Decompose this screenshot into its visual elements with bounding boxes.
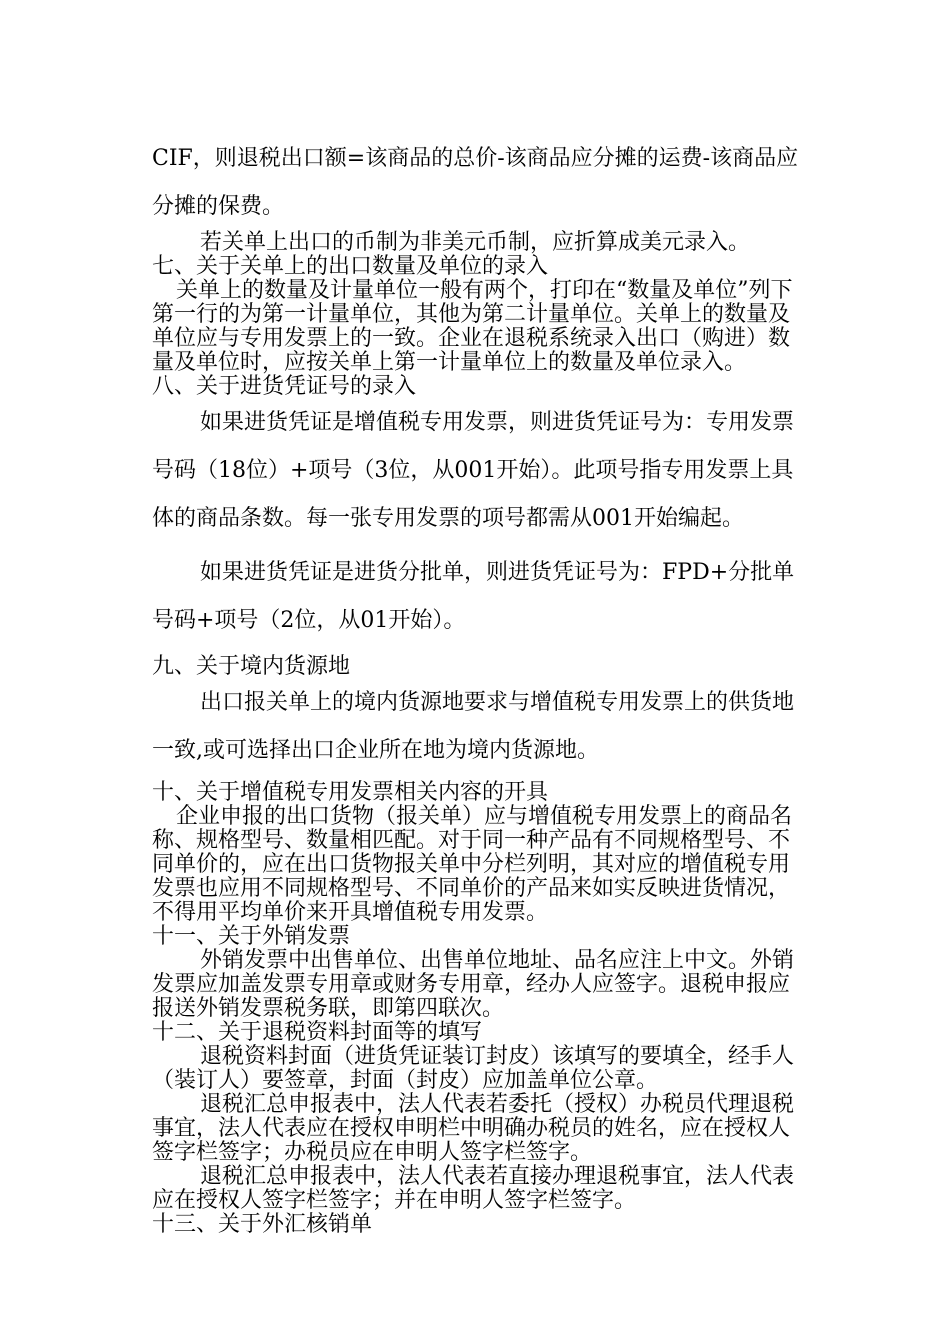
heading-section-10: 十、关于增值税专用发票相关内容的开具 — [152, 780, 549, 805]
heading-section-9: 九、关于境内货源地 — [152, 654, 351, 679]
paragraph-export-invoice: 外销发票中出售单位、出售单位地址、品名应注上中文。外销发票应加盖发票专用章或财务专用章，经办人应签字。退税申报应报送外销发票税务联，即第四联次。 — [152, 948, 795, 1021]
heading-section-12: 十二、关于退税资料封面等的填写 — [152, 1020, 483, 1045]
paragraph-source-location: 出口报关单上的境内货源地要求与增值税专用发票上的供货地一致,或可选择出口企业所在地为境内货源地。 — [152, 690, 795, 763]
paragraph-batch-slip-number: 如果进货凭证是进货分批单，则进货凭证号为：FPD+分批单号码+项号（2位，从01开始）。 — [152, 560, 795, 633]
paragraph-cif-export-amount: CIF，则退税出口额=该商品的总价-该商品应分摊的运费-该商品应分摊的保费。 — [152, 146, 799, 219]
heading-section-13: 十三、关于外汇核销单 — [152, 1212, 373, 1237]
heading-section-8: 八、关于进货凭证号的录入 — [152, 374, 417, 399]
paragraph-vat-invoice-issuance: 企业申报的出口货物（报关单）应与增值税专用发票上的商品名称、规格型号、数量相匹配。对于同一种产品有不同规格型号、不同单价的，应在出口货物报关单中分栏列明，其对应的增值税专用发票也应用不同规格型号、不同单价的产品来如实反映进货情况，不得用平均单价来开具增值税专用发票。 — [152, 804, 793, 925]
document-body — [152, 135, 800, 1237]
paragraph-direct-handling: 退税汇总申报表中，法人代表若直接办理退税事宜，法人代表应在授权人签字栏签字；并在申明人签字栏签字。 — [152, 1164, 795, 1213]
paragraph-vat-invoice-number: 如果进货凭证是增值税专用发票，则进货凭证号为：专用发票号码（18位）+项号（3位，从001开始）。此项号指专用发票上具体的商品条数。每一张专用发票的项号都需从001开始编起。 — [152, 410, 795, 531]
paragraph-authorized-agent: 退税汇总申报表中，法人代表若委托（授权）办税员代理退税事宜，法人代表应在授权申明栏中明确办税员的姓名，应在授权人签字栏签字；办税员应在申明人签字栏签字。 — [152, 1092, 795, 1165]
paragraph-currency-conversion: 若关单上出口的币制为非美元币制，应折算成美元录入。 — [200, 230, 751, 255]
paragraph-quantity-units: 关单上的数量及计量单位一般有两个，打印在“数量及单位”列下第一行的为第一计量单位，其他为第二计量单位。关单上的数量及单位应与专用发票上的一致。企业在退税系统录入出口（购进）数量及单位时，应按关单上第一计量单位上的数量及单位录入。 — [152, 278, 793, 375]
heading-section-7: 七、关于关单上的出口数量及单位的录入 — [152, 254, 549, 279]
paragraph-cover-filling: 退税资料封面（进货凭证装订封皮）该填写的要填全，经手人（装订人）要签章，封面（封皮）应加盖单位公章。 — [152, 1044, 795, 1093]
heading-section-11: 十一、关于外销发票 — [152, 924, 351, 949]
